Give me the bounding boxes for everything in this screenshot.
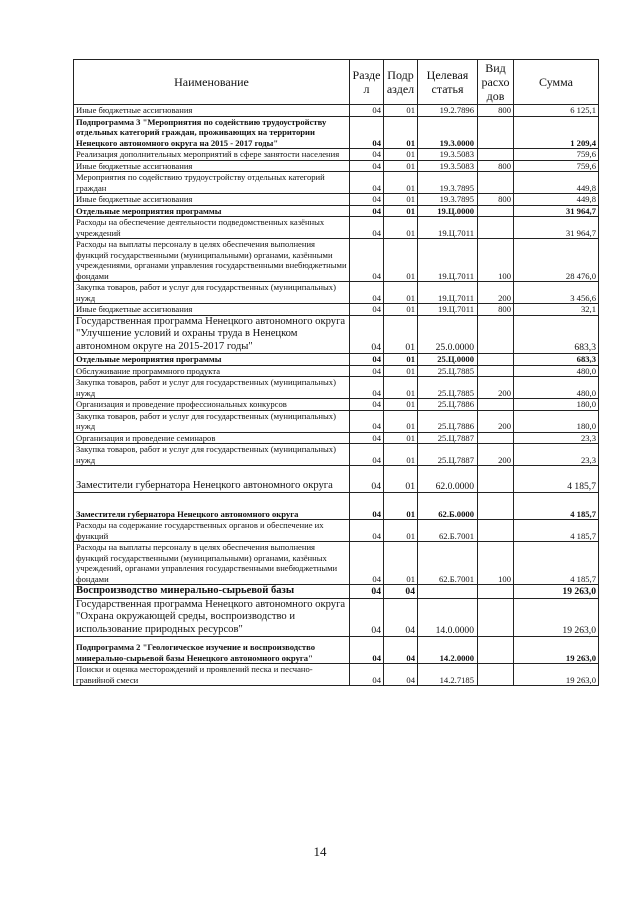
cell-razdel: 04: [350, 282, 384, 304]
cell-sum: 31 964,7: [514, 217, 599, 239]
cell-vid: [478, 466, 514, 493]
cell-name: Мероприятия по содействию трудоустройству отдельных категорий граждан: [74, 172, 350, 194]
cell-sum: 31 964,7: [514, 205, 599, 217]
cell-podrazdel: 01: [384, 520, 418, 542]
cell-razdel: 04: [350, 365, 384, 377]
cell-name: Закупка товаров, работ и услуг для государственных (муниципальных) нужд: [74, 377, 350, 399]
cell-sum: 683,3: [514, 354, 599, 366]
table-row: [74, 116, 599, 149]
cell-sum: 759,6: [514, 149, 599, 161]
cell-vid: 800: [478, 105, 514, 117]
table-header-row: [74, 60, 599, 105]
cell-sum: 683,3: [514, 315, 599, 354]
cell-sum: 449,8: [514, 172, 599, 194]
cell-podrazdel: 01: [384, 444, 418, 466]
cell-podrazdel: 01: [384, 116, 418, 149]
table-row: [74, 520, 599, 542]
cell-razdel: 04: [350, 172, 384, 194]
cell-name: Расходы на выплаты персоналу в целях обеспечения выполнения функций государственными (муниципальными) органами, казёнными учреждениями, органами управления государственными внебюджетными фондами: [74, 239, 350, 282]
table-row: [74, 542, 599, 585]
cell-target: 19.2.7896: [418, 105, 478, 117]
cell-target: 25.Ц.7887: [418, 432, 478, 444]
cell-podrazdel: 04: [384, 598, 418, 637]
cell-sum: 23,3: [514, 432, 599, 444]
cell-name: Государственная программа Ненецкого автономного округа "Охрана окружающей среды, воспроизводство и использование природных ресурсов": [74, 598, 350, 637]
cell-target: 19.3.7895: [418, 194, 478, 206]
cell-podrazdel: 01: [384, 304, 418, 316]
cell-podrazdel: 01: [384, 105, 418, 117]
cell-target: 14.0.0000: [418, 598, 478, 637]
cell-target: 25.Ц.7886: [418, 410, 478, 432]
cell-name: Заместители губернатора Ненецкого автономного округа: [74, 493, 350, 520]
cell-razdel: 04: [350, 105, 384, 117]
cell-razdel: 04: [350, 410, 384, 432]
cell-name: Организация и проведение семинаров: [74, 432, 350, 444]
table-row: [74, 637, 599, 664]
cell-target: 19.Ц.7011: [418, 304, 478, 316]
cell-vid: [478, 493, 514, 520]
cell-razdel: 04: [350, 466, 384, 493]
cell-razdel: 04: [350, 598, 384, 637]
cell-vid: [478, 172, 514, 194]
cell-sum: 180,0: [514, 399, 599, 411]
table-row: [74, 205, 599, 217]
cell-podrazdel: 01: [384, 466, 418, 493]
cell-name: Поиски и оценка месторождений и проявлений песка и песчано-гравийной смеси: [74, 664, 350, 686]
cell-razdel: 04: [350, 217, 384, 239]
cell-sum: 4 185,7: [514, 542, 599, 585]
cell-vid: 200: [478, 282, 514, 304]
cell-name: Иные бюджетные ассигнования: [74, 105, 350, 117]
cell-name: Иные бюджетные ассигнования: [74, 304, 350, 316]
cell-vid: 100: [478, 542, 514, 585]
cell-vid: [478, 520, 514, 542]
cell-podrazdel: 01: [384, 205, 418, 217]
cell-target: 25.0.0000: [418, 315, 478, 354]
cell-podrazdel: 01: [384, 239, 418, 282]
cell-name: Расходы на выплаты персоналу в целях обеспечения выполнения функций государственными (муниципальными) органами, казённых учреждений, органами управления государственными внебюджетными фондами: [74, 542, 350, 585]
cell-vid: 800: [478, 304, 514, 316]
cell-target: 19.Ц.7011: [418, 217, 478, 239]
cell-vid: 200: [478, 410, 514, 432]
cell-vid: [478, 217, 514, 239]
cell-target: 25.Ц.7887: [418, 444, 478, 466]
cell-sum: 449,8: [514, 194, 599, 206]
cell-target: 19.Ц.0000: [418, 205, 478, 217]
cell-podrazdel: 01: [384, 432, 418, 444]
cell-sum: 19 263,0: [514, 664, 599, 686]
cell-vid: 800: [478, 160, 514, 172]
cell-name: Подпрограмма 2 "Геологическое изучение и воспроизводство минерально-сырьевой базы Ненецкого автономного округа": [74, 637, 350, 664]
cell-target: 62.Б.0000: [418, 493, 478, 520]
cell-name: Закупка товаров, работ и услуг для государственных (муниципальных) нужд: [74, 444, 350, 466]
cell-target: 62.Б.7001: [418, 542, 478, 585]
cell-razdel: 04: [350, 304, 384, 316]
cell-razdel: 04: [350, 542, 384, 585]
cell-podrazdel: 01: [384, 354, 418, 366]
cell-podrazdel: 01: [384, 365, 418, 377]
table-row: [74, 172, 599, 194]
header-razdel: Разде л: [350, 60, 384, 105]
cell-name: Закупка товаров, работ и услуг для государственных (муниципальных) нужд: [74, 282, 350, 304]
cell-vid: 100: [478, 239, 514, 282]
cell-vid: [478, 399, 514, 411]
cell-razdel: 04: [350, 354, 384, 366]
cell-target: 19.Ц.7011: [418, 239, 478, 282]
cell-vid: [478, 664, 514, 686]
cell-podrazdel: 04: [384, 637, 418, 664]
cell-vid: [478, 315, 514, 354]
cell-vid: [478, 149, 514, 161]
header-name: Наименование: [74, 60, 350, 105]
cell-sum: 19 263,0: [514, 585, 599, 599]
cell-sum: 19 263,0: [514, 598, 599, 637]
cell-name: Отдельные мероприятия программы: [74, 205, 350, 217]
cell-target: 25.Ц.0000: [418, 354, 478, 366]
cell-target: 62.0.0000: [418, 466, 478, 493]
cell-razdel: 04: [350, 194, 384, 206]
cell-name: Расходы на обеспечение деятельности подведомственных казённых учреждений: [74, 217, 350, 239]
table-row: [74, 239, 599, 282]
cell-sum: 180,0: [514, 410, 599, 432]
cell-name: Подпрограмма 3 "Мероприятия по содействию трудоустройству отдельных категорий граждан, проживающих на территории Ненецкого автономного округа на 2015 - 2017 годы": [74, 116, 350, 149]
cell-name: Иные бюджетные ассигнования: [74, 194, 350, 206]
table-row: [74, 194, 599, 206]
cell-podrazdel: 04: [384, 664, 418, 686]
cell-name: Обслуживание программного продукта: [74, 365, 350, 377]
cell-name: Государственная программа Ненецкого автономного округа "Улучшение условий и охраны труда в Ненецком автономном округе на 2015-2017 годы": [74, 315, 350, 354]
cell-vid: [478, 116, 514, 149]
cell-target: 62.Б.7001: [418, 520, 478, 542]
cell-podrazdel: 01: [384, 149, 418, 161]
cell-target: 14.2.7185: [418, 664, 478, 686]
cell-razdel: 04: [350, 160, 384, 172]
table-row: [74, 466, 599, 493]
cell-razdel: 04: [350, 315, 384, 354]
cell-target: 19.3.7895: [418, 172, 478, 194]
cell-target: 25.Ц.7885: [418, 365, 478, 377]
table-row: [74, 585, 599, 599]
cell-sum: 3 456,6: [514, 282, 599, 304]
header-podrazdel: Подр аздел: [384, 60, 418, 105]
cell-razdel: 04: [350, 205, 384, 217]
cell-name: Организация и проведение профессиональных конкурсов: [74, 399, 350, 411]
cell-razdel: 04: [350, 585, 384, 599]
cell-sum: 480,0: [514, 365, 599, 377]
cell-podrazdel: 01: [384, 315, 418, 354]
table-row: [74, 217, 599, 239]
cell-vid: [478, 205, 514, 217]
header-sum: Сумма: [514, 60, 599, 105]
table-row: [74, 444, 599, 466]
cell-podrazdel: 01: [384, 160, 418, 172]
table-row: [74, 664, 599, 686]
cell-target: 14.2.0000: [418, 637, 478, 664]
table-row: [74, 410, 599, 432]
cell-target: 19.3.0000: [418, 116, 478, 149]
table-row: [74, 377, 599, 399]
cell-razdel: 04: [350, 116, 384, 149]
table-row: [74, 315, 599, 354]
table-row: [74, 282, 599, 304]
cell-razdel: 04: [350, 664, 384, 686]
cell-razdel: 04: [350, 444, 384, 466]
cell-podrazdel: 01: [384, 399, 418, 411]
cell-name: Воспроизводство минерально-сырьевой базы: [74, 585, 350, 599]
cell-target: 25.Ц.7886: [418, 399, 478, 411]
cell-podrazdel: 01: [384, 217, 418, 239]
cell-target: 25.Ц.7885: [418, 377, 478, 399]
cell-sum: 6 125,1: [514, 105, 599, 117]
cell-razdel: 04: [350, 377, 384, 399]
cell-sum: 4 185,7: [514, 520, 599, 542]
cell-razdel: 04: [350, 493, 384, 520]
cell-sum: 4 185,7: [514, 466, 599, 493]
table-row: [74, 304, 599, 316]
cell-target: 19.3.5083: [418, 149, 478, 161]
cell-sum: 759,6: [514, 160, 599, 172]
header-target: Целевая статья: [418, 60, 478, 105]
cell-vid: [478, 365, 514, 377]
cell-podrazdel: 01: [384, 542, 418, 585]
cell-sum: 480,0: [514, 377, 599, 399]
table-row: [74, 399, 599, 411]
cell-podrazdel: 01: [384, 410, 418, 432]
table-row: [74, 149, 599, 161]
table-row: [74, 105, 599, 117]
page-number: 14: [313, 844, 327, 859]
cell-vid: [478, 432, 514, 444]
cell-vid: [478, 637, 514, 664]
table-row: [74, 493, 599, 520]
cell-name: Заместители губернатора Ненецкого автономного округа: [74, 466, 350, 493]
cell-name: Отдельные мероприятия программы: [74, 354, 350, 366]
cell-razdel: 04: [350, 520, 384, 542]
cell-razdel: 04: [350, 239, 384, 282]
cell-sum: 28 476,0: [514, 239, 599, 282]
cell-sum: 23,3: [514, 444, 599, 466]
cell-target: 19.3.5083: [418, 160, 478, 172]
cell-podrazdel: 01: [384, 282, 418, 304]
cell-vid: [478, 598, 514, 637]
table-row: [74, 160, 599, 172]
header-vid: Вид расхо дов: [478, 60, 514, 105]
cell-name: Иные бюджетные ассигнования: [74, 160, 350, 172]
cell-razdel: 04: [350, 432, 384, 444]
cell-vid: [478, 585, 514, 599]
cell-podrazdel: 04: [384, 585, 418, 599]
cell-vid: 200: [478, 377, 514, 399]
cell-vid: 800: [478, 194, 514, 206]
cell-target: 19.Ц.7011: [418, 282, 478, 304]
budget-page: [73, 59, 598, 686]
cell-sum: 1 209,4: [514, 116, 599, 149]
cell-razdel: 04: [350, 637, 384, 664]
table-row: [74, 432, 599, 444]
cell-name: Реализация дополнительных мероприятий в сфере занятости населения: [74, 149, 350, 161]
table-row: [74, 365, 599, 377]
cell-sum: 32,1: [514, 304, 599, 316]
cell-name: Закупка товаров, работ и услуг для государственных (муниципальных) нужд: [74, 410, 350, 432]
cell-razdel: 04: [350, 149, 384, 161]
cell-name: Расходы на содержание государственных органов и обеспечение их функций: [74, 520, 350, 542]
budget-table: [73, 59, 599, 686]
cell-sum: 19 263,0: [514, 637, 599, 664]
cell-podrazdel: 01: [384, 493, 418, 520]
cell-podrazdel: 01: [384, 194, 418, 206]
cell-podrazdel: 01: [384, 377, 418, 399]
cell-razdel: 04: [350, 399, 384, 411]
cell-sum: 4 185,7: [514, 493, 599, 520]
table-body: [74, 105, 599, 686]
table-row: [74, 354, 599, 366]
cell-podrazdel: 01: [384, 172, 418, 194]
cell-vid: [478, 354, 514, 366]
cell-target: [418, 585, 478, 599]
cell-vid: 200: [478, 444, 514, 466]
table-row: [74, 598, 599, 637]
